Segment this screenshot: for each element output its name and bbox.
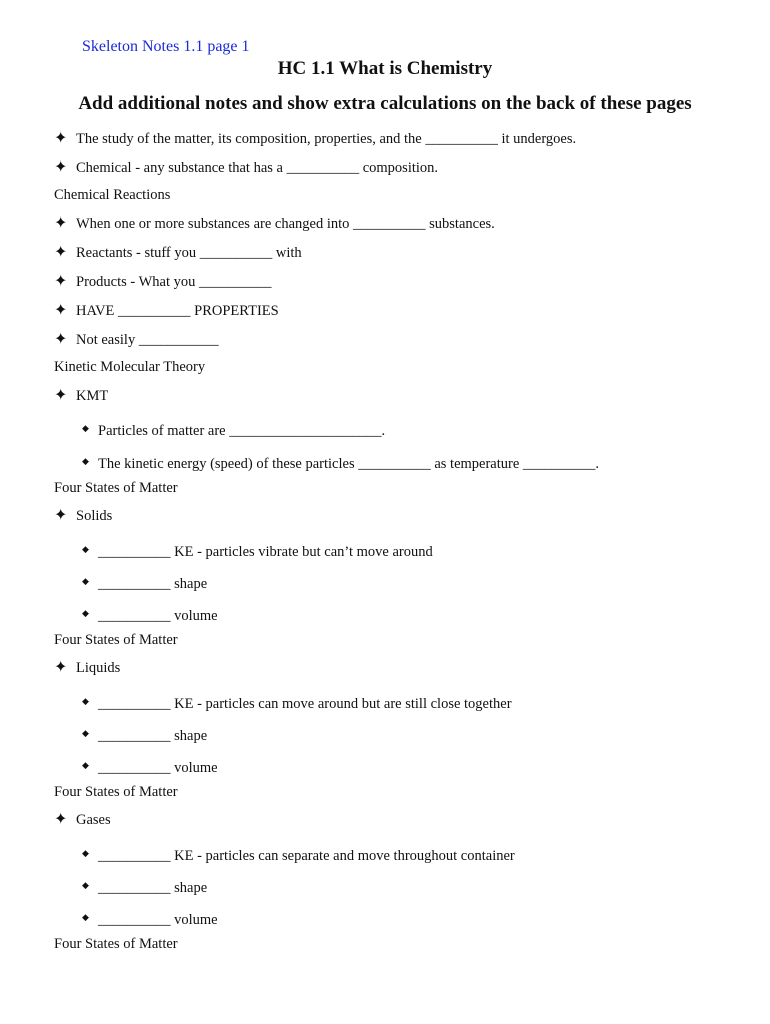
bullet-line: ✦ Liquids: [54, 659, 121, 676]
sub-bullet-line: ◆ __________ shape: [82, 724, 207, 745]
sub-bullet-line: ◆ __________ shape: [82, 572, 207, 593]
four-point-star-icon: ✦: [54, 507, 68, 524]
sub-bullet-line: ◆ __________ volume: [82, 908, 218, 929]
sub-bullet-line: ◆ The kinetic energy (speed) of these particles __________ as temperature __________.: [82, 452, 599, 473]
sub-bullet-line: ◆ __________ volume: [82, 756, 218, 777]
bullet-line: ✦ The study of the matter, its composition, properties, and the __________ it undergoes.: [54, 130, 577, 147]
diamond-icon: ◆: [82, 576, 89, 586]
bullet-line: ✦ Chemical - any substance that has a __________ composition.: [54, 159, 439, 176]
bullet-line: ✦ KMT: [54, 387, 109, 404]
section-heading: Four States of Matter: [54, 632, 178, 648]
diamond-icon: ◆: [82, 760, 89, 770]
four-point-star-icon: ✦: [54, 215, 68, 232]
diamond-icon: ◆: [82, 848, 89, 858]
diamond-icon: ◆: [82, 608, 89, 618]
section-heading: Four States of Matter: [54, 480, 178, 496]
bullet-line: ✦ Not easily ___________: [54, 331, 219, 348]
diamond-icon: ◆: [82, 728, 89, 738]
sub-bullet-line: ◆ __________ KE - particles vibrate but can’t move around: [82, 540, 433, 561]
four-point-star-icon: ✦: [54, 331, 68, 348]
section-heading: Four States of Matter: [54, 784, 178, 800]
diamond-icon: ◆: [82, 880, 89, 890]
page-title: HC 1.1 What is Chemistry: [277, 58, 493, 79]
four-point-star-icon: ✦: [54, 659, 68, 676]
four-point-star-icon: ✦: [54, 302, 68, 319]
section-heading: Chemical Reactions: [54, 187, 171, 203]
bullet-line: ✦ Solids: [54, 507, 113, 524]
bullet-line: ✦ Products - What you __________: [54, 273, 272, 290]
sub-bullet-line: ◆ __________ volume: [82, 604, 218, 625]
section-heading: Four States of Matter: [54, 936, 178, 952]
four-point-star-icon: ✦: [54, 159, 68, 176]
four-point-star-icon: ✦: [54, 811, 68, 828]
sub-bullet-line: ◆ __________ KE - particles can separate and move throughout container: [82, 844, 515, 865]
sub-bullet-line: ◆ __________ KE - particles can move around but are still close together: [82, 692, 512, 713]
page-subtitle: Add additional notes and show extra calculations on the back of these pages: [78, 93, 692, 114]
bullet-line: ✦ Reactants - stuff you __________ with: [54, 244, 302, 261]
four-point-star-icon: ✦: [54, 273, 68, 290]
diamond-icon: ◆: [82, 696, 89, 706]
diamond-icon: ◆: [82, 456, 89, 466]
bullet-line: ✦ When one or more substances are changed into __________ substances.: [54, 215, 495, 232]
diamond-icon: ◆: [82, 544, 89, 554]
sub-bullet-line: ◆ __________ shape: [82, 876, 207, 897]
diamond-icon: ◆: [82, 912, 89, 922]
section-heading: Kinetic Molecular Theory: [54, 359, 206, 375]
bullet-line: ✦ Gases: [54, 811, 111, 828]
sub-bullet-line: ◆ Particles of matter are _____________________.: [82, 419, 385, 440]
four-point-star-icon: ✦: [54, 244, 68, 261]
four-point-star-icon: ✦: [54, 387, 68, 404]
diamond-icon: ◆: [82, 423, 89, 433]
four-point-star-icon: ✦: [54, 130, 68, 147]
bullet-line: ✦ HAVE __________ PROPERTIES: [54, 302, 279, 319]
page-tag: Skeleton Notes 1.1 page 1: [82, 38, 250, 55]
